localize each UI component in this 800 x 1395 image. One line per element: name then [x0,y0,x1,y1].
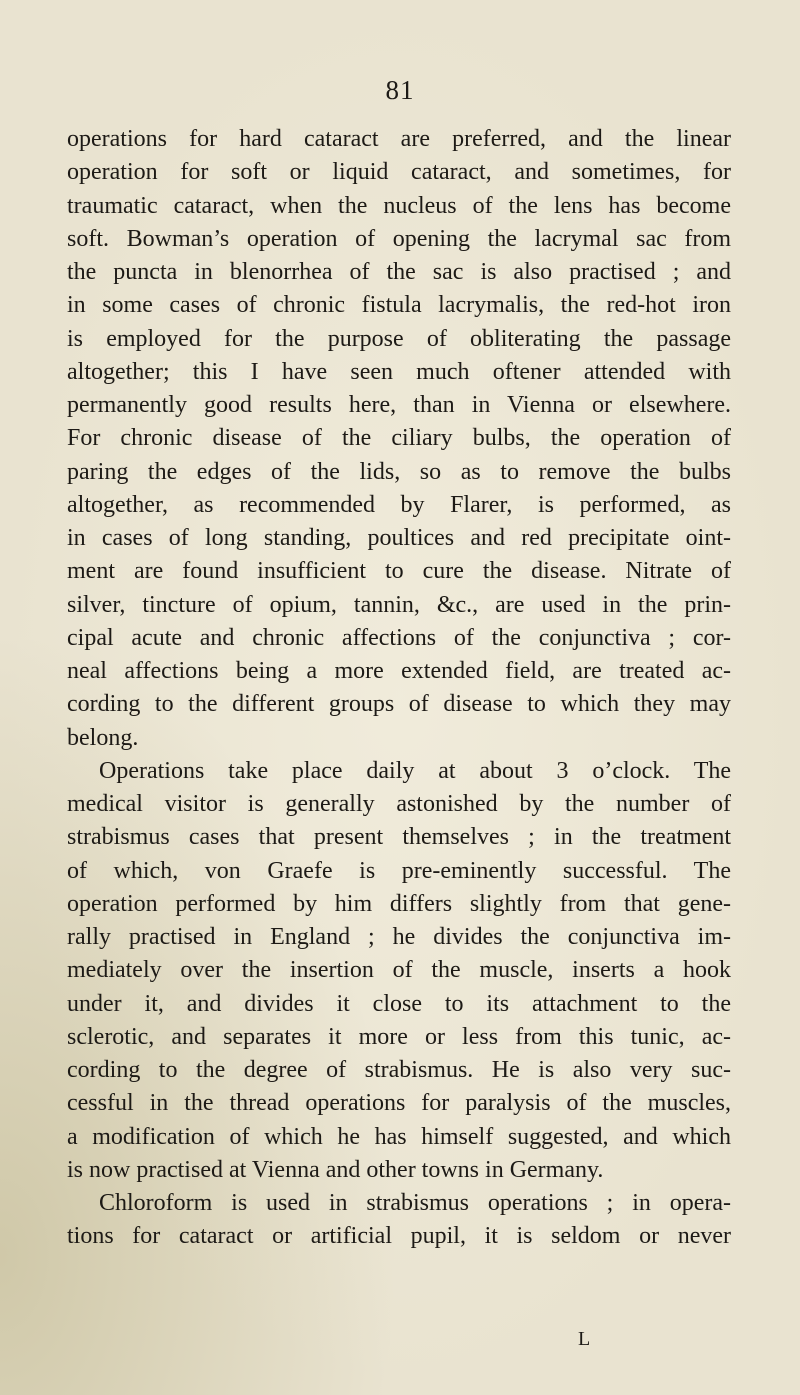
text-line: silver, tincture of opium, tannin, &c., are used in the prin- [67,591,731,618]
text-line: belong. [67,724,139,751]
text-line: operations for hard cataract are preferred, and the linear [67,126,731,152]
body-text [67,123,731,1254]
text-line: mediately over the insertion of the muscle, inserts a hook [67,957,731,984]
text-line: cording to the different groups of disease to which they may [67,691,731,718]
signature-mark: L [578,1328,591,1350]
text-line: cording to the degree of strabismus. He is also very suc- [67,1057,731,1083]
text-line: is employed for the purpose of obliterating the passage [67,325,731,352]
text-line: altogether, as recommended by Flarer, is performed, as [67,491,731,518]
text-line: operation performed by him differs slightly from that gene- [67,890,731,917]
text-line: operation for soft or liquid cataract, and sometimes, for [67,159,731,186]
text-line: strabismus cases that present themselves ; in the treatment [67,824,731,851]
text-line: permanently good results here, than in Vienna or elsewhere. [67,392,731,418]
text-line: rally practised in England ; he divides the conjunctiva im- [67,924,731,950]
text-line: under it, and divides it close to its attachment to the [67,990,731,1017]
text-line: Chloroform is used in strabismus operations ; in opera- [99,1190,731,1216]
text-line: of which, von Graefe is pre-eminently successful. The [67,857,731,884]
text-line: tions for cataract or artificial pupil, it is seldom or never [67,1223,731,1250]
text-line: medical visitor is generally astonished by the number of [67,791,731,817]
text-line: altogether; this I have seen much oftener attended with [67,358,731,385]
text-line: is now practised at Vienna and other towns in Germany. [67,1156,604,1183]
text-line: soft. Bowman’s operation of opening the lacrymal sac from [67,225,731,252]
text-line: paring the edges of the lids, so as to remove the bulbs [67,458,731,485]
text-line: in cases of long standing, poultices and red precipitate oint- [67,525,731,551]
text-line: the puncta in blenorrhea of the sac is also practised ; and [67,259,731,285]
page-number: 81 [385,75,415,105]
text-line: Operations take place daily at about 3 o’clock. The [99,757,731,784]
text-line: in some cases of chronic fistula lacrymalis, the red-hot iron [67,292,731,319]
text-line: ment are found insufficient to cure the disease. Nitrate of [67,558,731,585]
text-line: a modification of which he has himself suggested, and which [67,1123,731,1150]
text-line: cipal acute and chronic affections of the conjunctiva ; cor- [67,624,731,651]
text-line: traumatic cataract, when the nucleus of the lens has become [67,192,731,219]
text-line: neal affections being a more extended field, are treated ac- [67,658,731,684]
text-line: sclerotic, and separates it more or less from this tunic, ac- [67,1023,731,1050]
text-line: cessful in the thread operations for paralysis of the muscles, [67,1090,731,1117]
text-line: For chronic disease of the ciliary bulbs, the operation of [67,425,731,452]
